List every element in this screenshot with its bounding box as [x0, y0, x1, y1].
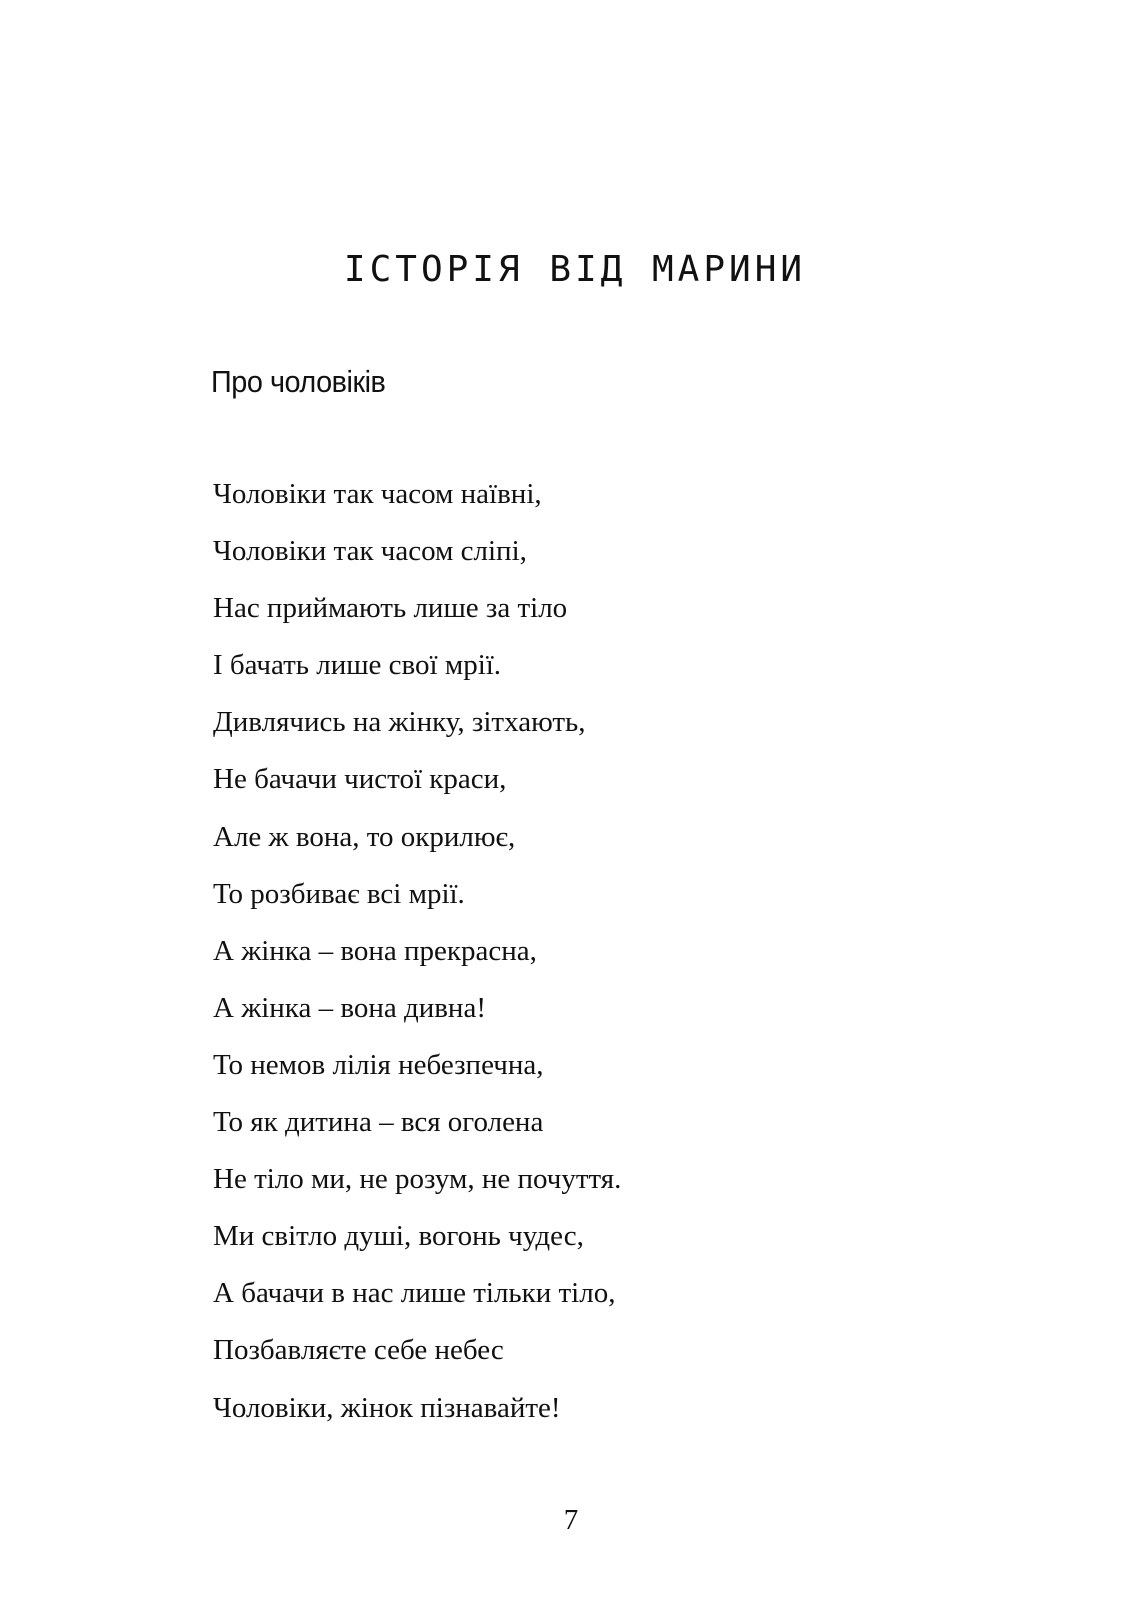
poem-line: А жінка – вона прекрасна, [213, 934, 537, 967]
poem-line: То розбиває всі мрії. [213, 877, 465, 910]
poem-line: Чоловіки так часом наївні, [213, 478, 542, 510]
poem-line: Але ж вона, то окрилює, [213, 820, 516, 853]
poem-line: То як дитина – вся оголена [213, 1106, 544, 1139]
poem-body [213, 476, 621, 1447]
poem-line: І бачать лише свої мрії. [213, 649, 502, 682]
poem-line: Ми світло душі, вогонь чудес, [213, 1220, 584, 1253]
poem-title: Про чоловіків [211, 364, 386, 399]
poem-line: Чоловіки так часом сліпі, [213, 535, 527, 568]
poem-line: То немов лілія небезпечна, [213, 1048, 544, 1081]
poem-line: А жінка – вона дивна! [213, 991, 486, 1024]
poem-line: А бачачи в нас лише тільки тіло, [213, 1277, 616, 1310]
page-number: 7 [563, 1504, 579, 1536]
poem-line: Не тіло ми, не розум, не почуття. [213, 1163, 622, 1196]
chapter-title: ІСТОРІЯ ВІД МАРИНИ [343, 249, 807, 290]
poem-line: Нас приймають лише за тіло [213, 592, 568, 625]
poem-line: Не бачачи чистої краси, [213, 763, 507, 796]
poem-line: Чоловіки, жінок пізнавайте! [213, 1391, 561, 1424]
poem-line: Дивлячись на жінку, зітхають, [213, 706, 586, 739]
poem-line: Позбавляєте себе небес [213, 1334, 504, 1367]
